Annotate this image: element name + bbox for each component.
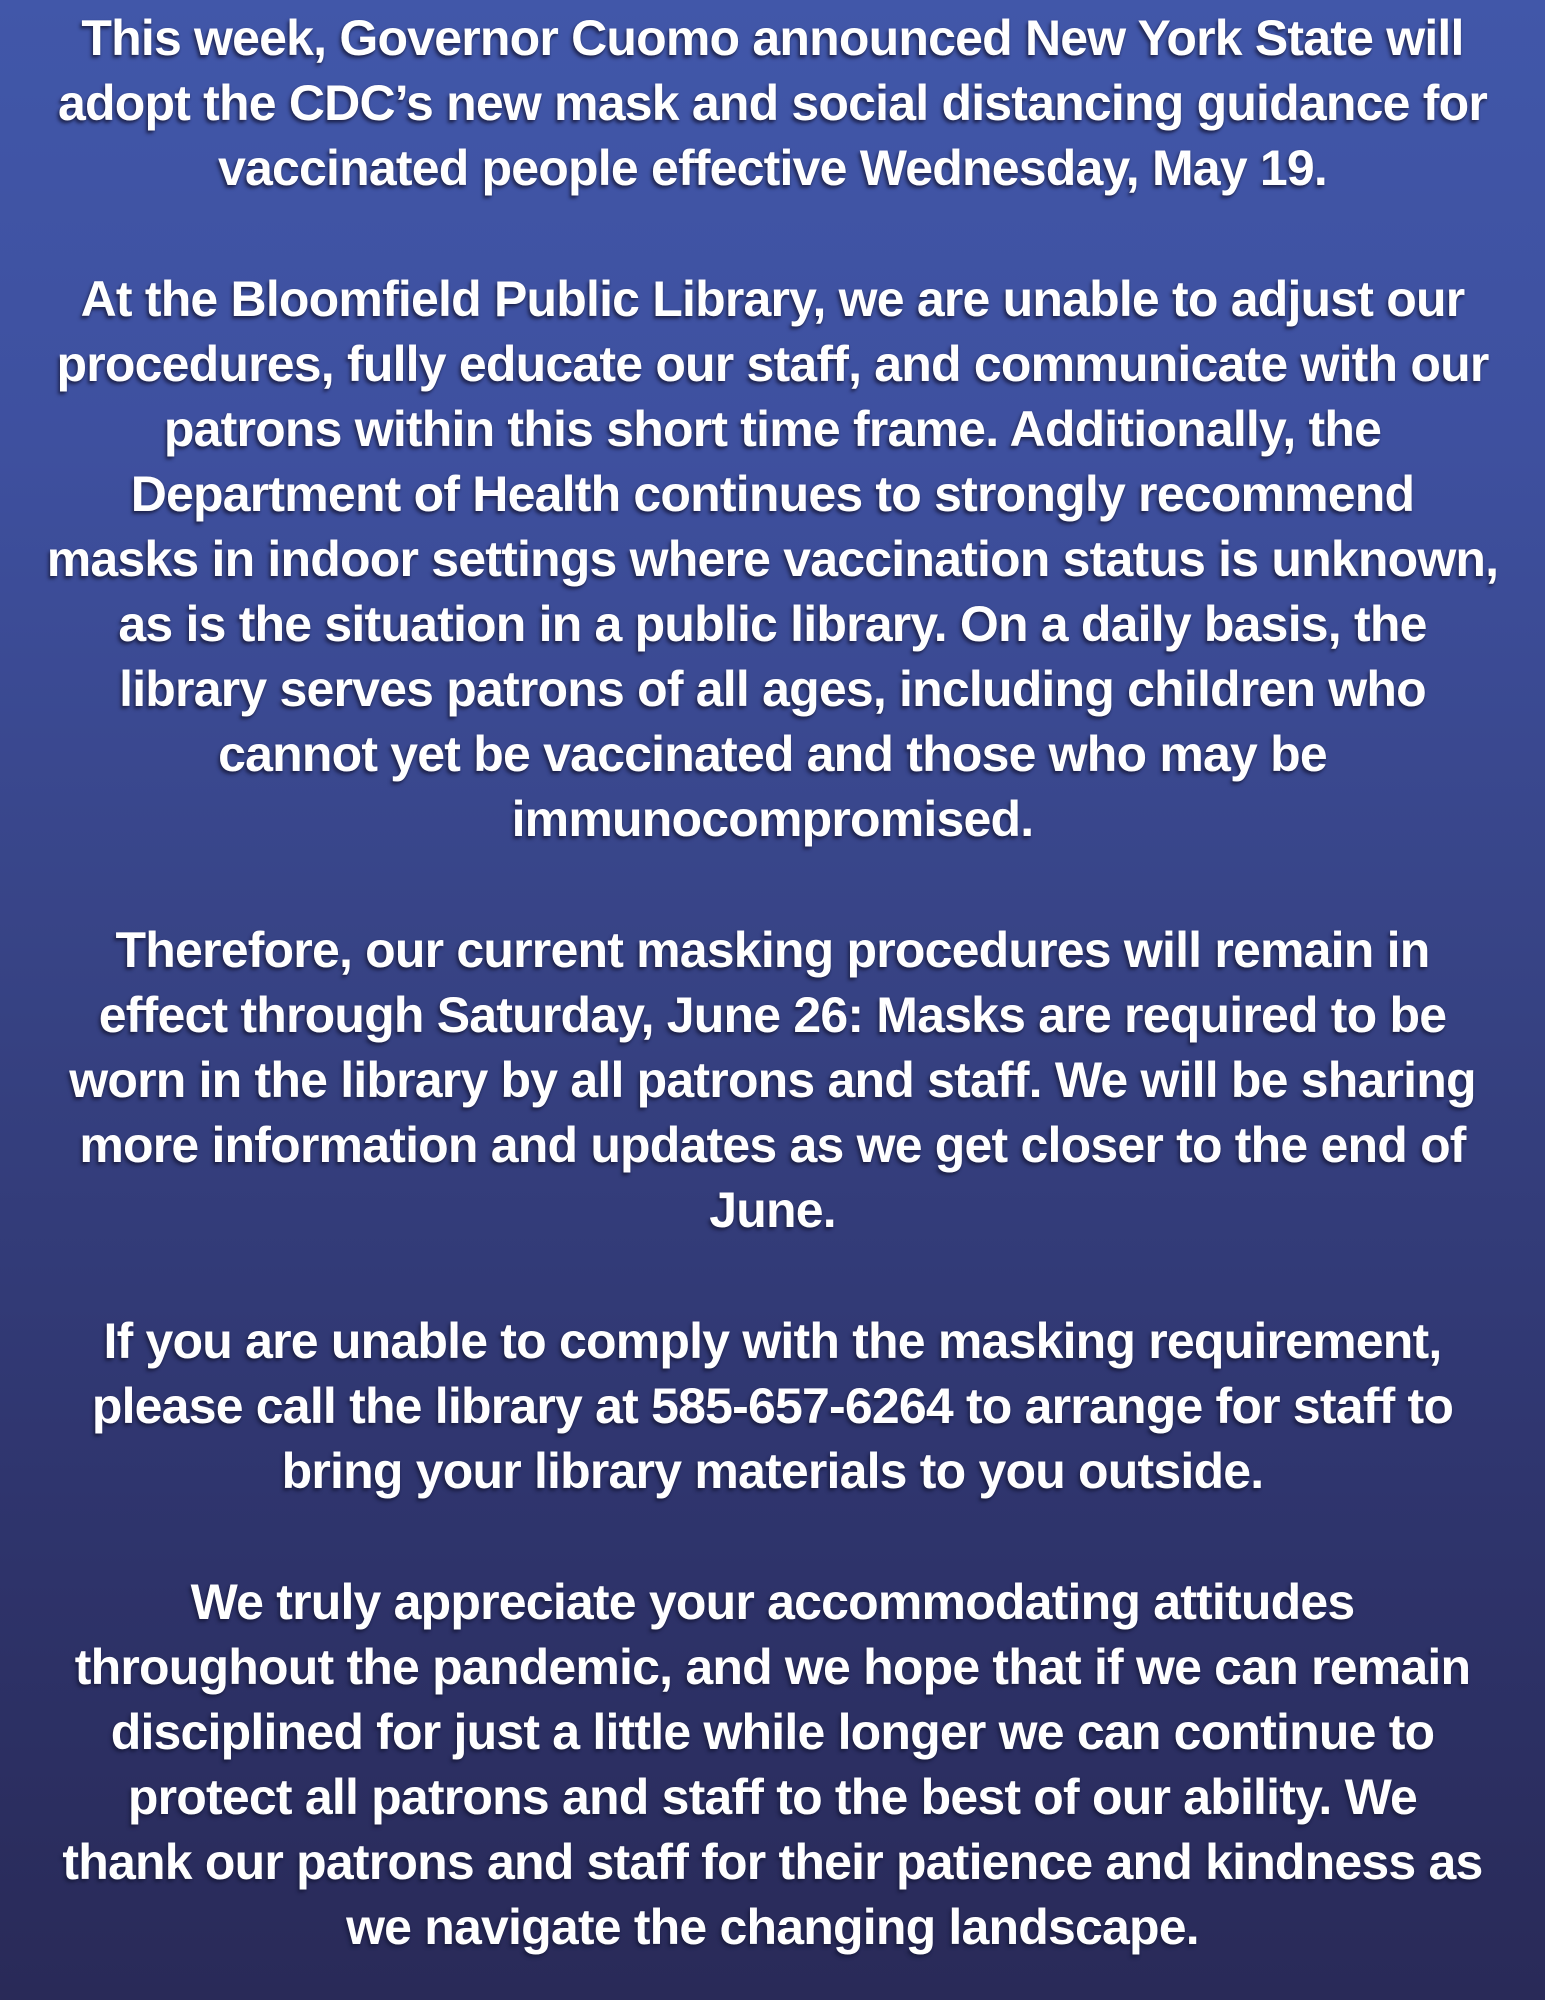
text-line: adopt the CDC’s new mask and social distancing guidance for	[58, 75, 1487, 131]
text-line: procedures, fully educate our staff, and communicate with our	[56, 336, 1489, 392]
text-line: throughout the pandemic, and we hope that if we can remain	[74, 1639, 1471, 1695]
text-line: This week, Governor Cuomo announced New York State will	[81, 10, 1464, 66]
text-line: patrons within this short time frame. Additionally, the	[163, 401, 1382, 457]
text-line: vaccinated people effective Wednesday, May 19.	[217, 140, 1328, 196]
text-line: library serves patrons of all ages, including children who	[119, 661, 1426, 717]
text-line: Department of Health continues to strongly recommend	[130, 466, 1415, 522]
text-line: effect through Saturday, June 26: Masks are required to be	[98, 987, 1447, 1043]
text-line: worn in the library by all patrons and staff. We will be sharing	[69, 1052, 1476, 1108]
text-line: bring your library materials to you outside.	[281, 1443, 1264, 1499]
text-line: cannot yet be vaccinated and those who may be	[218, 726, 1327, 782]
announcement-paragraph-thanks	[0, 1570, 1545, 1960]
text-line: we navigate the changing landscape.	[346, 1899, 1199, 1955]
text-line: more information and updates as we get closer to the end of	[79, 1117, 1466, 1173]
announcement-paragraph-masking-policy	[0, 918, 1545, 1243]
announcement-paragraph-accommodation	[0, 1309, 1545, 1504]
announcement-paragraph-library-position	[0, 267, 1545, 852]
text-line: Therefore, our current masking procedures will remain in	[115, 922, 1430, 978]
text-line: disciplined for just a little while longer we can continue to	[110, 1704, 1435, 1760]
text-line: At the Bloomfield Public Library, we are unable to adjust our	[80, 271, 1465, 327]
announcement-paragraph-intro	[0, 6, 1545, 201]
text-line: June.	[709, 1182, 836, 1238]
text-line: masks in indoor settings where vaccination status is unknown,	[46, 531, 1499, 587]
text-line: protect all patrons and staff to the best of our ability. We	[127, 1769, 1418, 1825]
text-line: immunocompromised.	[511, 791, 1034, 847]
text-line: thank our patrons and staff for their patience and kindness as	[62, 1834, 1483, 1890]
text-line: as is the situation in a public library. On a daily basis, the	[118, 596, 1427, 652]
text-line: If you are unable to comply with the masking requirement,	[103, 1313, 1442, 1369]
text-line: We truly appreciate your accommodating attitudes	[190, 1574, 1355, 1630]
text-line: please call the library at 585-657-6264 to arrange for staff to	[91, 1378, 1454, 1434]
